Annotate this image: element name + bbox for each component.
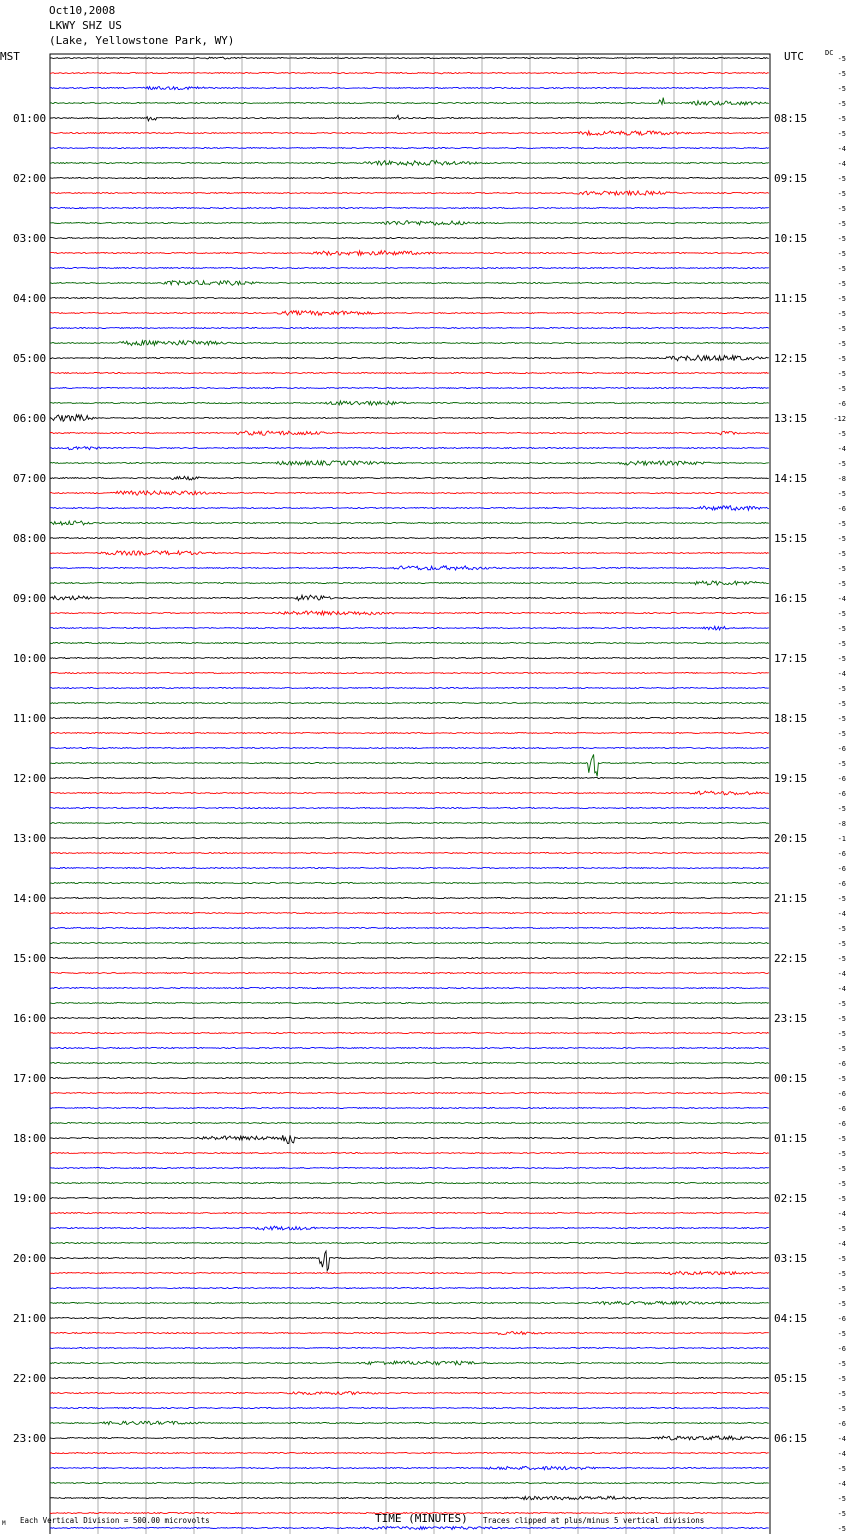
seismic-trace (50, 551, 769, 555)
right-hour-label: 10:15 (774, 232, 808, 245)
seismic-trace (50, 1347, 769, 1348)
dc-offset-label: -5 (837, 1300, 846, 1308)
right-hour-label: 06:15 (774, 1432, 808, 1445)
dc-offset-label: -5 (837, 1465, 846, 1473)
seismic-trace (50, 98, 769, 106)
seismic-trace (50, 837, 769, 838)
left-hour-label: 05:00 (13, 352, 47, 365)
dc-offset-label: -5 (837, 310, 846, 318)
seismic-trace (50, 506, 769, 511)
left-hour-label: 08:00 (13, 532, 47, 545)
dc-offset-label: -5 (837, 340, 846, 348)
right-hour-label: 12:15 (774, 352, 808, 365)
dc-label: DC (825, 49, 834, 57)
seismic-trace (50, 1287, 769, 1288)
header-station: LKWY SHZ US (49, 19, 122, 32)
seismic-trace (50, 1271, 769, 1274)
right-hour-label: 00:15 (774, 1072, 808, 1085)
seismic-trace (50, 732, 769, 733)
dc-offset-label: -5 (837, 370, 846, 378)
seismic-trace (50, 957, 769, 958)
left-hour-label: 22:00 (13, 1372, 47, 1385)
seismic-trace (50, 87, 769, 90)
dc-offset-label: -5 (837, 1360, 846, 1368)
dc-offset-label: -6 (837, 790, 846, 798)
dc-offset-label: -5 (837, 1135, 846, 1143)
x-axis-title: TIME (MINUTES) (375, 1512, 468, 1525)
seismic-trace (50, 401, 769, 405)
seismic-trace (50, 372, 769, 373)
dc-offset-label: -4 (837, 1210, 846, 1218)
dc-offset-label: -6 (837, 1060, 846, 1068)
right-hour-label: 20:15 (774, 832, 808, 845)
seismic-trace (50, 415, 769, 422)
dc-offset-label: -5 (837, 925, 846, 933)
dc-offset-label: -5 (837, 1150, 846, 1158)
dc-offset-label: -4 (837, 1435, 846, 1443)
seismic-trace (50, 147, 769, 148)
right-hour-label: 17:15 (774, 652, 808, 665)
dc-offset-label: -5 (837, 55, 846, 63)
dc-offset-label: -6 (837, 1315, 846, 1323)
seismic-trace (50, 221, 769, 225)
dc-offset-label: -5 (837, 1390, 846, 1398)
left-hour-label: 14:00 (13, 892, 47, 905)
right-hour-label: 22:15 (774, 952, 808, 965)
right-hour-label: 13:15 (774, 412, 808, 425)
corner-mark: M (2, 1520, 6, 1527)
dc-offset-label: -5 (837, 430, 846, 438)
left-hour-label: 11:00 (13, 712, 47, 725)
right-hour-label: 03:15 (774, 1252, 808, 1265)
dc-offset-label: -5 (837, 1225, 846, 1233)
left-hour-label: 10:00 (13, 652, 47, 665)
header-location: (Lake, Yellowstone Park, WY) (49, 34, 235, 47)
left-hour-label: 15:00 (13, 952, 47, 965)
dc-offset-label: -4 (837, 445, 846, 453)
seismic-trace (50, 595, 769, 600)
dc-offset-label: -5 (837, 655, 846, 663)
seismic-trace (50, 687, 769, 688)
left-hour-label: 07:00 (13, 472, 47, 485)
seismic-trace (50, 927, 769, 928)
seismic-trace (50, 537, 769, 538)
dc-offset-label: -5 (837, 1015, 846, 1023)
dc-offset-label: -5 (837, 175, 846, 183)
seismic-trace (50, 626, 769, 630)
seismic-trace (50, 237, 769, 238)
dc-offset-label: -5 (837, 295, 846, 303)
dc-offset-label: -5 (837, 130, 846, 138)
right-timezone-label: UTC (784, 50, 804, 63)
dc-offset-label: -6 (837, 1090, 846, 1098)
seismic-trace (50, 942, 769, 943)
seismic-trace (50, 1047, 769, 1048)
dc-offset-label: -6 (837, 400, 846, 408)
seismic-trace (50, 791, 769, 795)
right-hour-label: 23:15 (774, 1012, 808, 1025)
seismic-trace (50, 1436, 769, 1440)
dc-offset-label: -8 (837, 820, 846, 828)
right-hour-label: 11:15 (774, 292, 808, 305)
left-hour-label: 16:00 (13, 1012, 47, 1025)
seismic-trace (50, 1077, 769, 1078)
dc-offset-label: -5 (837, 490, 846, 498)
dc-offset-label: -4 (837, 1240, 846, 1248)
dc-offset-label: -6 (837, 505, 846, 513)
dc-offset-label: -5 (837, 895, 846, 903)
dc-offset-label: -5 (837, 730, 846, 738)
seismic-trace (50, 717, 769, 718)
seismic-trace (50, 447, 769, 450)
seismic-trace (50, 747, 769, 748)
dc-offset-label: -5 (837, 1195, 846, 1203)
dc-offset-label: -5 (837, 625, 846, 633)
dc-offset-label: -5 (837, 940, 846, 948)
seismic-trace (50, 822, 769, 823)
dc-offset-label: -5 (837, 1000, 846, 1008)
dc-offset-label: -5 (837, 1405, 846, 1413)
dc-offset-label: -5 (837, 805, 846, 813)
seismic-trace (50, 1167, 769, 1168)
left-hour-label: 09:00 (13, 592, 47, 605)
left-hour-label: 04:00 (13, 292, 47, 305)
seismic-trace (50, 1527, 769, 1530)
dc-offset-label: -5 (837, 1510, 846, 1518)
seismic-trace (50, 1332, 769, 1335)
right-hour-label: 04:15 (774, 1312, 808, 1325)
left-hour-label: 03:00 (13, 232, 47, 245)
dc-offset-label: -5 (837, 190, 846, 198)
seismic-trace (50, 882, 769, 883)
seismic-trace (50, 777, 769, 778)
seismic-trace (50, 581, 769, 585)
seismic-trace (50, 161, 769, 166)
dc-offset-label: -4 (837, 1450, 846, 1458)
seismic-trace (50, 1017, 769, 1018)
dc-offset-label: -5 (837, 100, 846, 108)
seismic-trace (50, 1062, 769, 1063)
seismic-trace (50, 57, 769, 59)
dc-offset-label: -5 (837, 610, 846, 618)
dc-offset-label: -5 (837, 520, 846, 528)
dc-offset-label: -4 (837, 145, 846, 153)
dc-offset-label: -5 (837, 460, 846, 468)
left-hour-label: 20:00 (13, 1252, 47, 1265)
seismic-trace (50, 251, 769, 256)
seismic-trace (50, 1496, 769, 1500)
dc-offset-label: -5 (837, 1165, 846, 1173)
seismic-trace (50, 355, 769, 360)
seismic-trace (50, 1482, 769, 1483)
seismic-trace (50, 340, 769, 345)
left-hour-label: 23:00 (13, 1432, 47, 1445)
seismic-trace (50, 754, 769, 776)
dc-offset-label: -6 (837, 745, 846, 753)
seismic-trace (50, 281, 769, 286)
seismic-trace (50, 311, 769, 316)
right-hour-label: 01:15 (774, 1132, 808, 1145)
left-hour-label: 12:00 (13, 772, 47, 785)
right-hour-label: 19:15 (774, 772, 808, 785)
seismic-trace (50, 1226, 769, 1230)
dc-offset-label: -5 (837, 580, 846, 588)
left-hour-label: 06:00 (13, 412, 47, 425)
dc-offset-label: -4 (837, 670, 846, 678)
left-timezone-label: MST (0, 50, 20, 63)
right-hour-label: 14:15 (774, 472, 808, 485)
dc-offset-label: -5 (837, 1270, 846, 1278)
seismic-trace (50, 912, 769, 913)
seismic-trace (50, 642, 769, 643)
seismic-trace (50, 1391, 769, 1394)
dc-offset-label: -5 (837, 1330, 846, 1338)
seismic-trace (50, 1092, 769, 1093)
seismic-trace (50, 852, 769, 853)
dc-offset-label: -6 (837, 1420, 846, 1428)
left-hour-label: 01:00 (13, 112, 47, 125)
seismic-trace (50, 1251, 769, 1271)
seismic-trace (50, 327, 769, 328)
right-hour-label: 21:15 (774, 892, 808, 905)
seismic-trace (50, 131, 769, 135)
dc-offset-label: -6 (837, 1120, 846, 1128)
right-hour-label: 08:15 (774, 112, 808, 125)
seismic-trace (50, 897, 769, 898)
dc-offset-label: -5 (837, 535, 846, 543)
right-hour-label: 15:15 (774, 532, 808, 545)
seismic-trace (50, 207, 769, 208)
seismic-trace (50, 297, 769, 298)
dc-offset-label: -4 (837, 970, 846, 978)
dc-offset-label: -5 (837, 1045, 846, 1053)
right-hour-label: 18:15 (774, 712, 808, 725)
seismic-trace (50, 611, 769, 615)
dc-offset-label: -5 (837, 685, 846, 693)
dc-offset-label: -5 (837, 1075, 846, 1083)
seismic-trace (50, 1212, 769, 1213)
seismic-trace (50, 1197, 769, 1198)
right-hour-label: 05:15 (774, 1372, 808, 1385)
left-hour-label: 19:00 (13, 1192, 47, 1205)
dc-offset-label: -8 (837, 475, 846, 483)
seismic-trace (50, 1135, 769, 1143)
seismic-trace (50, 1466, 769, 1469)
seismic-trace (50, 1377, 769, 1378)
dc-offset-label: -4 (837, 595, 846, 603)
dc-offset-label: -5 (837, 1525, 846, 1533)
dc-offset-label: -4 (837, 1480, 846, 1488)
dc-offset-label: -5 (837, 235, 846, 243)
seismic-trace (50, 972, 769, 973)
seismic-trace (50, 1317, 769, 1318)
left-hour-label: 02:00 (13, 172, 47, 185)
seismic-trace (50, 702, 769, 703)
seismic-trace (50, 491, 769, 495)
dc-offset-label: -6 (837, 1105, 846, 1113)
seismic-trace (50, 476, 769, 480)
dc-offset-label: -6 (837, 850, 846, 858)
seismic-trace (50, 1122, 769, 1123)
dc-offset-label: -12 (833, 415, 846, 423)
seismic-trace (50, 191, 769, 195)
seismic-trace (50, 1301, 769, 1304)
seismic-trace (50, 431, 769, 435)
dc-offset-label: -5 (837, 640, 846, 648)
seismic-trace (50, 1242, 769, 1243)
dc-offset-label: -5 (837, 1375, 846, 1383)
dc-offset-label: -5 (837, 1495, 846, 1503)
seismic-trace (50, 461, 769, 465)
dc-offset-label: -5 (837, 1255, 846, 1263)
dc-offset-label: -5 (837, 385, 846, 393)
seismic-trace (50, 672, 769, 673)
dc-offset-label: -5 (837, 265, 846, 273)
seismic-trace (50, 521, 769, 525)
dc-offset-label: -5 (837, 1030, 846, 1038)
left-hour-label: 17:00 (13, 1072, 47, 1085)
seismic-trace (50, 177, 769, 178)
dc-offset-label: -6 (837, 880, 846, 888)
seismic-trace (50, 1032, 769, 1033)
seismic-trace (50, 1107, 769, 1108)
dc-offset-label: -5 (837, 115, 846, 123)
seismic-trace (50, 867, 769, 868)
dc-offset-label: -5 (837, 700, 846, 708)
header-date: Oct10,2008 (49, 4, 116, 17)
seismic-trace (50, 1452, 769, 1453)
scale-note: Each Vertical Division = 500.00 microvolts (20, 1516, 210, 1525)
dc-offset-label: -5 (837, 70, 846, 78)
seismic-trace (50, 987, 769, 988)
dc-offset-label: -1 (837, 835, 846, 843)
dc-offset-label: -5 (837, 1180, 846, 1188)
dc-offset-label: -5 (837, 280, 846, 288)
seismic-trace (50, 1407, 769, 1408)
seismic-trace (50, 566, 769, 570)
left-hour-label: 18:00 (13, 1132, 47, 1145)
seismic-trace (50, 1421, 769, 1425)
clip-note: Traces clipped at plus/minus 5 vertical divisions (483, 1516, 705, 1525)
right-hour-label: 02:15 (774, 1192, 808, 1205)
right-hour-label: 09:15 (774, 172, 808, 185)
dc-offset-label: -4 (837, 910, 846, 918)
dc-offset-label: -4 (837, 160, 846, 168)
dc-offset-label: -5 (837, 355, 846, 363)
seismic-trace (50, 1361, 769, 1365)
dc-offset-label: -5 (837, 1285, 846, 1293)
dc-offset-label: -5 (837, 715, 846, 723)
seismic-trace (50, 387, 769, 388)
dc-offset-label: -5 (837, 85, 846, 93)
seismic-trace (50, 807, 769, 808)
seismic-trace (50, 657, 769, 658)
dc-offset-label: -6 (837, 1345, 846, 1353)
seismic-trace (50, 1182, 769, 1183)
right-hour-label: 16:15 (774, 592, 808, 605)
left-hour-label: 21:00 (13, 1312, 47, 1325)
seismic-trace (50, 267, 769, 268)
dc-offset-label: -5 (837, 250, 846, 258)
dc-offset-label: -5 (837, 760, 846, 768)
left-hour-label: 13:00 (13, 832, 47, 845)
dc-offset-label: -5 (837, 550, 846, 558)
dc-offset-label: -4 (837, 985, 846, 993)
seismic-trace (50, 1152, 769, 1153)
dc-offset-label: -5 (837, 205, 846, 213)
seismic-trace (50, 115, 769, 121)
seismic-trace (50, 72, 769, 73)
dc-offset-label: -6 (837, 775, 846, 783)
dc-offset-label: -5 (837, 220, 846, 228)
seismic-trace (50, 1002, 769, 1003)
dc-offset-label: -6 (837, 865, 846, 873)
dc-offset-label: -5 (837, 565, 846, 573)
dc-offset-label: -5 (837, 325, 846, 333)
dc-offset-label: -5 (837, 955, 846, 963)
